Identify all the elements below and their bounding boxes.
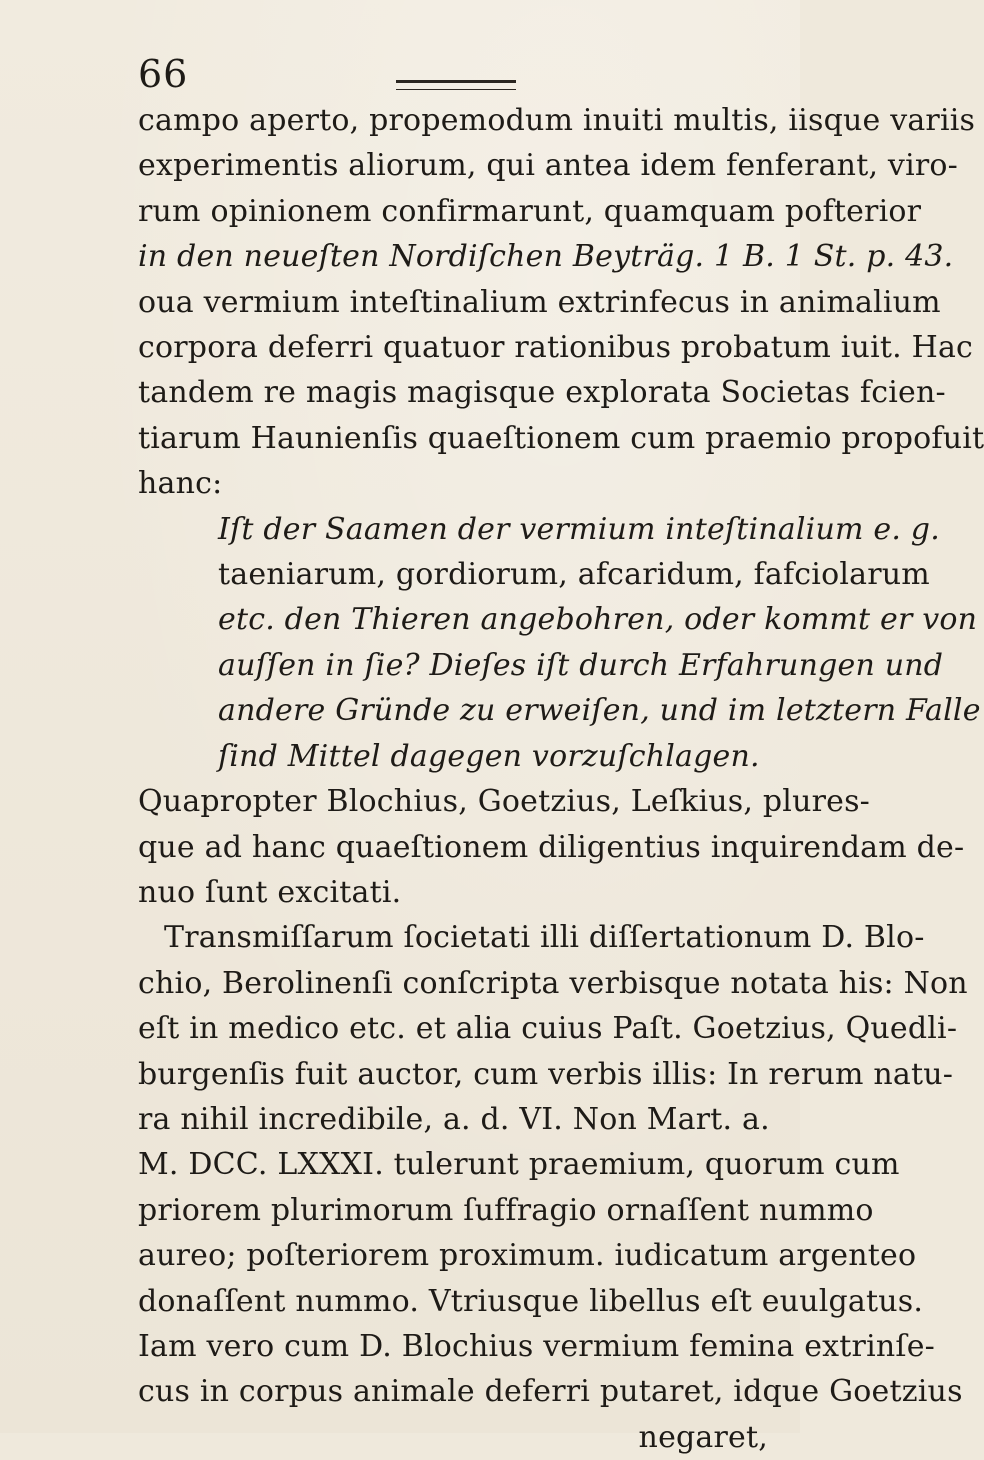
text-line: in den neueſten Nordiſchen Beytrӓg. 1 B. 1 St. p. 43. bbox=[138, 239, 954, 275]
quote-line: ſind Mittel dagegen vorzuſchlagen. bbox=[218, 738, 760, 774]
text-line: M. DCC. LXXXI. tulerunt praemium, quorum cum bbox=[138, 1147, 900, 1183]
text-line: tandem re magis magisque explorata Societas fcien- bbox=[138, 375, 946, 411]
quote-line: etc. den Thieren angebohren, oder kommt er von bbox=[218, 602, 978, 638]
text-line: experimentis aliorum, qui antea idem fenferant, viro- bbox=[138, 148, 959, 184]
text-line: burgenſis fuit auctor, cum verbis illis: In rerum natu- bbox=[138, 1056, 954, 1092]
text-line: cus in corpus animale deferri putaret, idque Goetzius bbox=[138, 1374, 963, 1410]
text-line: priorem plurimorum ſuffragio ornaſſent nummo bbox=[138, 1192, 874, 1228]
text-line: nuo ſunt excitati. bbox=[138, 874, 402, 910]
text-line: ra nihil incredibile, a. d. VI. Non Mart. a. bbox=[138, 1101, 770, 1137]
body-text bbox=[138, 98, 984, 1460]
text-line: Iam vero cum D. Blochius vermium femina extrinſe- bbox=[138, 1328, 936, 1364]
header-rule bbox=[396, 80, 516, 90]
text-line: corpora deferri quatuor rationibus probatum iuit. Hac bbox=[138, 330, 974, 366]
quote-line: taeniarum, gordiorum, afcaridum, fafciolarum bbox=[218, 557, 930, 593]
text-line: que ad hanc quaeſtionem diligentius inquirendam de- bbox=[138, 829, 965, 865]
text-line: tiarum Haunienſis quaeſtionem cum praemio propofuit bbox=[138, 420, 984, 456]
text-line: Transmiſſarum ſocietati illi diſſertationum D. Blo- bbox=[164, 920, 925, 956]
catchword: negaret, bbox=[638, 1419, 768, 1455]
text-line: chio, Berolinenſi conſcripta verbisque notata his: Non bbox=[138, 965, 968, 1001]
quote-line: andere Gründe zu erweiſen, und im letztern Falle bbox=[218, 693, 981, 729]
quote-line: Iſt der Saamen der vermium inteſtinalium e. g. bbox=[218, 511, 940, 547]
page-number: 66 bbox=[138, 52, 189, 96]
text-line: aureo; poſteriorem proximum. iudicatum argenteo bbox=[138, 1238, 917, 1274]
quote-line: auſſen in ſie? Dieſes iſt durch Erfahrungen und bbox=[218, 647, 944, 683]
text-line: rum opinionem confirmarunt, quamquam pofterior bbox=[138, 193, 922, 229]
text-line: Quapropter Blochius, Goetzius, Leſkius, plures- bbox=[138, 784, 871, 820]
text-line: oua vermium inteſtinalium extrinfecus in animalium bbox=[138, 284, 941, 320]
text-line: eſt in medico etc. et alia cuius Paſt. Goetzius, Quedli- bbox=[138, 1011, 958, 1047]
text-line: campo aperto, propemodum inuiti multis, iisque variis bbox=[138, 103, 976, 138]
text-line: hanc: bbox=[138, 466, 223, 502]
text-line: donaſſent nummo. Vtriusque libellus eſt euulgatus. bbox=[138, 1283, 924, 1319]
